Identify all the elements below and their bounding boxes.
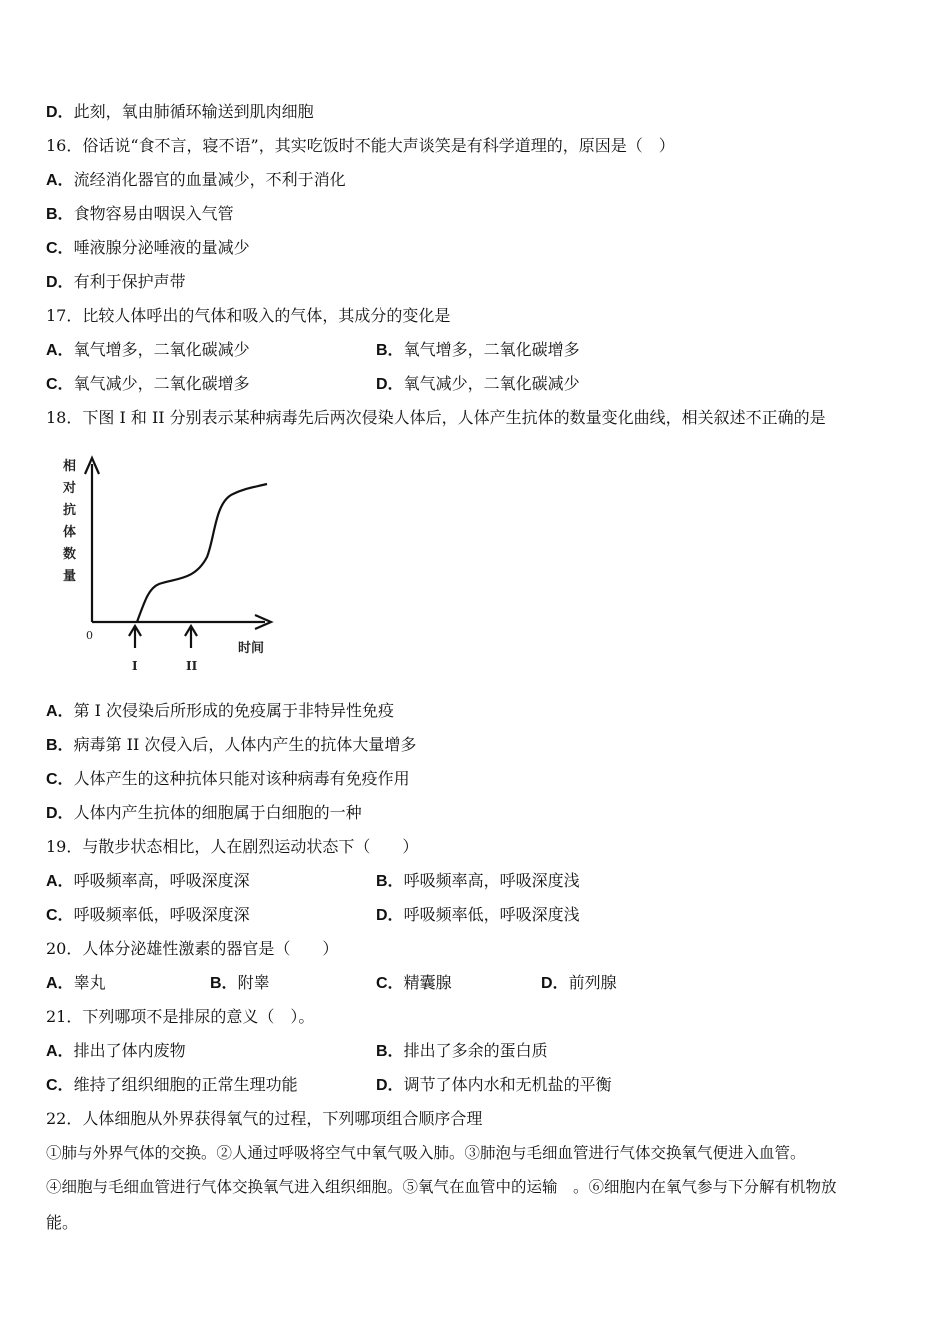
option-label: A． [46,342,74,359]
x-axis-label: 时间 [238,641,265,656]
q21-option-a [46,1040,186,1063]
option-label: B． [376,873,404,890]
q18-stem: 18．下图 I 和 II 分别表示某种病毒先后两次侵染人体后，人体产生抗体的数量变化曲线，相关叙述不正确的是 [46,408,826,427]
antibody-curve [137,484,267,622]
q18-option-c [46,768,410,791]
q19-option-d [376,904,580,927]
q19-stem: 19．与散步状态相比，人在剧烈运动状态下（ ） [46,837,419,856]
option-text: 第 I 次侵染后所形成的免疫属于非特异性免疫 [73,701,395,720]
option-label: B． [376,1043,404,1060]
option-label: D． [46,274,74,291]
option-label: B． [46,206,74,223]
option-text: 呼吸频率高，呼吸深度深 [73,871,250,890]
option-text: 唾液腺分泌唾液的量减少 [73,238,250,257]
option-text: 前列腺 [568,973,617,992]
origin-label: 0 [86,629,93,642]
option-text: 呼吸频率低，呼吸深度深 [73,905,250,924]
option-text: 排出了多余的蛋白质 [403,1041,548,1060]
q20-option-a [46,972,106,995]
q21-option-d [376,1074,612,1097]
option-label: D． [376,1077,404,1094]
q16-option-a [46,169,346,192]
antibody-curve-graph [55,452,285,682]
y-label-char: 相 [63,459,77,474]
y-label-char: 抗 [63,503,77,518]
option-label: C． [46,1077,74,1094]
option-label: C． [46,240,74,257]
q20-option-d [541,972,617,995]
y-label-char: 量 [63,569,77,584]
q18-option-a [46,700,394,723]
y-label-char: 体 [63,525,77,540]
q21-option-b [376,1040,548,1063]
option-text: 维持了组织细胞的正常生理功能 [73,1075,298,1094]
q20-stem: 20．人体分泌雄性激素的器官是（ ） [46,939,339,958]
option-text: 氧气减少，二氧化碳增多 [73,374,250,393]
option-text: 流经消化器官的血量减少，不利于消化 [73,170,346,189]
option-label: A． [46,703,74,720]
q16-option-d [46,271,186,294]
marker-ii-label: II [186,659,198,673]
option-label: C． [46,907,74,924]
option-label: C． [46,771,74,788]
q20-option-b [210,972,270,995]
option-text: 呼吸频率高，呼吸深度浅 [403,871,580,890]
option-text: 氧气增多，二氧化碳减少 [73,340,250,359]
option-text: 人体产生的这种抗体只能对该种病毒有免疫作用 [73,769,410,788]
q17-option-c [46,373,250,396]
q22-line-1: ①肺与外界气体的交换。②人通过呼吸将空气中氧气吸入肺。③肺泡与毛细血管进行气体交换氧气便进入血管。 [46,1144,806,1162]
option-label: A． [46,1043,74,1060]
option-label: D． [46,805,74,822]
q16-option-b [46,203,234,226]
option-text: 食物容易由咽误入气管 [73,204,234,223]
option-text: 呼吸频率低，呼吸深度浅 [403,905,580,924]
q21-option-c [46,1074,298,1097]
option-text: 精囊腺 [403,973,452,992]
option-text: 调节了体内水和无机盐的平衡 [403,1075,612,1094]
y-label-char: 数 [63,547,77,562]
option-label: B． [210,975,238,992]
option-label: C． [46,376,74,393]
q20-option-c [376,972,452,995]
q16-option-c [46,237,250,260]
q18-option-b [46,734,416,757]
option-label: A． [46,975,74,992]
q22-line-3: 能。 [46,1213,79,1232]
q19-option-a [46,870,250,893]
option-text: 排出了体内废物 [73,1041,186,1060]
q17-option-a [46,339,250,362]
option-label: D． [46,104,74,121]
option-label: C． [376,975,404,992]
q22-line-2: ④细胞与毛细血管进行气体交换氧气进入组织细胞。⑤氧气在血管中的运输 。⑥细胞内在氧气参与下分解有机物放 [46,1178,837,1196]
q22-stem: 22．人体细胞从外界获得氧气的过程，下列哪项组合顺序合理 [46,1109,483,1128]
option-label: A． [46,873,74,890]
q17-stem: 17．比较人体呼出的气体和吸入的气体，其成分的变化是 [46,306,451,325]
q16-stem: 16．俗话说“食不言，寝不语”，其实吃饭时不能大声谈笑是有科学道理的，原因是（ ） [46,136,675,155]
q17-option-b [376,339,580,362]
option-text: 附睾 [237,973,270,992]
option-label: D． [376,907,404,924]
option-text: 有利于保护声带 [73,272,186,291]
option-label: B． [376,342,404,359]
option-text: 此刻，氧由肺循环输送到肌肉细胞 [73,102,314,121]
q21-stem: 21．下列哪项不是排尿的意义（ ）。 [46,1007,315,1026]
option-text: 睾丸 [73,973,106,992]
q19-option-c [46,904,250,927]
option-label: A． [46,172,74,189]
q17-option-d [376,373,580,396]
option-text: 病毒第 II 次侵入后，人体内产生的抗体大量增多 [73,735,417,754]
q15-option-d [46,101,314,124]
q18-option-d [46,802,362,825]
option-text: 氧气减少，二氧化碳减少 [403,374,580,393]
marker-i-label: I [132,659,138,673]
q19-option-b [376,870,580,893]
option-label: D． [541,975,569,992]
option-text: 氧气增多，二氧化碳增多 [403,340,580,359]
y-label-char: 对 [63,481,77,496]
option-label: B． [46,737,74,754]
option-text: 人体内产生抗体的细胞属于白细胞的一种 [73,803,362,822]
option-label: D． [376,376,404,393]
